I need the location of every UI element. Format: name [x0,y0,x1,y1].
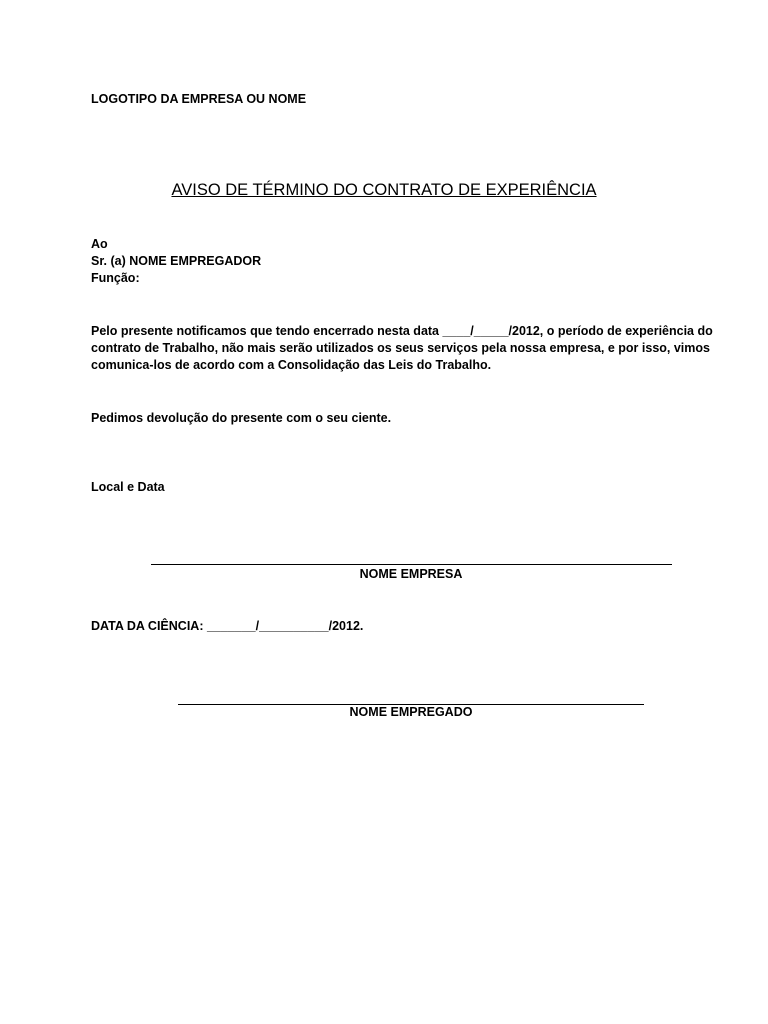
acknowledgment-date: DATA DA CIÊNCIA: _______/__________/2012. [91,619,364,633]
document-title: AVISO DE TÉRMINO DO CONTRATO DE EXPERIÊNCIA [171,181,597,199]
notice-line: contrato de Trabalho, não mais serão utilizados os seus serviços pela nossa empresa, e por isso, vimos [91,341,710,355]
notice-line: Pelo presente notificamos que tendo encerrado nesta data ____/_____/2012, o período de experiência do [91,324,713,338]
recipient-block [91,236,261,287]
employee-signature-label: NOME EMPREGADO [349,705,473,719]
return-request: Pedimos devolução do presente com o seu ciente. [91,411,392,425]
notice-line: comunica-los de acordo com a Consolidação das Leis do Trabalho. [91,358,492,372]
notice-paragraph [91,323,731,374]
company-logo-placeholder: LOGOTIPO DA EMPRESA OU NOME [91,92,307,106]
place-and-date: Local e Data [91,480,165,494]
company-signature-line [151,564,672,565]
recipient-salutation: Ao [91,237,108,251]
company-signature-label: NOME EMPRESA [359,567,463,581]
recipient-name: Sr. (a) NOME EMPREGADOR [91,254,262,268]
recipient-role: Função: [91,271,140,285]
